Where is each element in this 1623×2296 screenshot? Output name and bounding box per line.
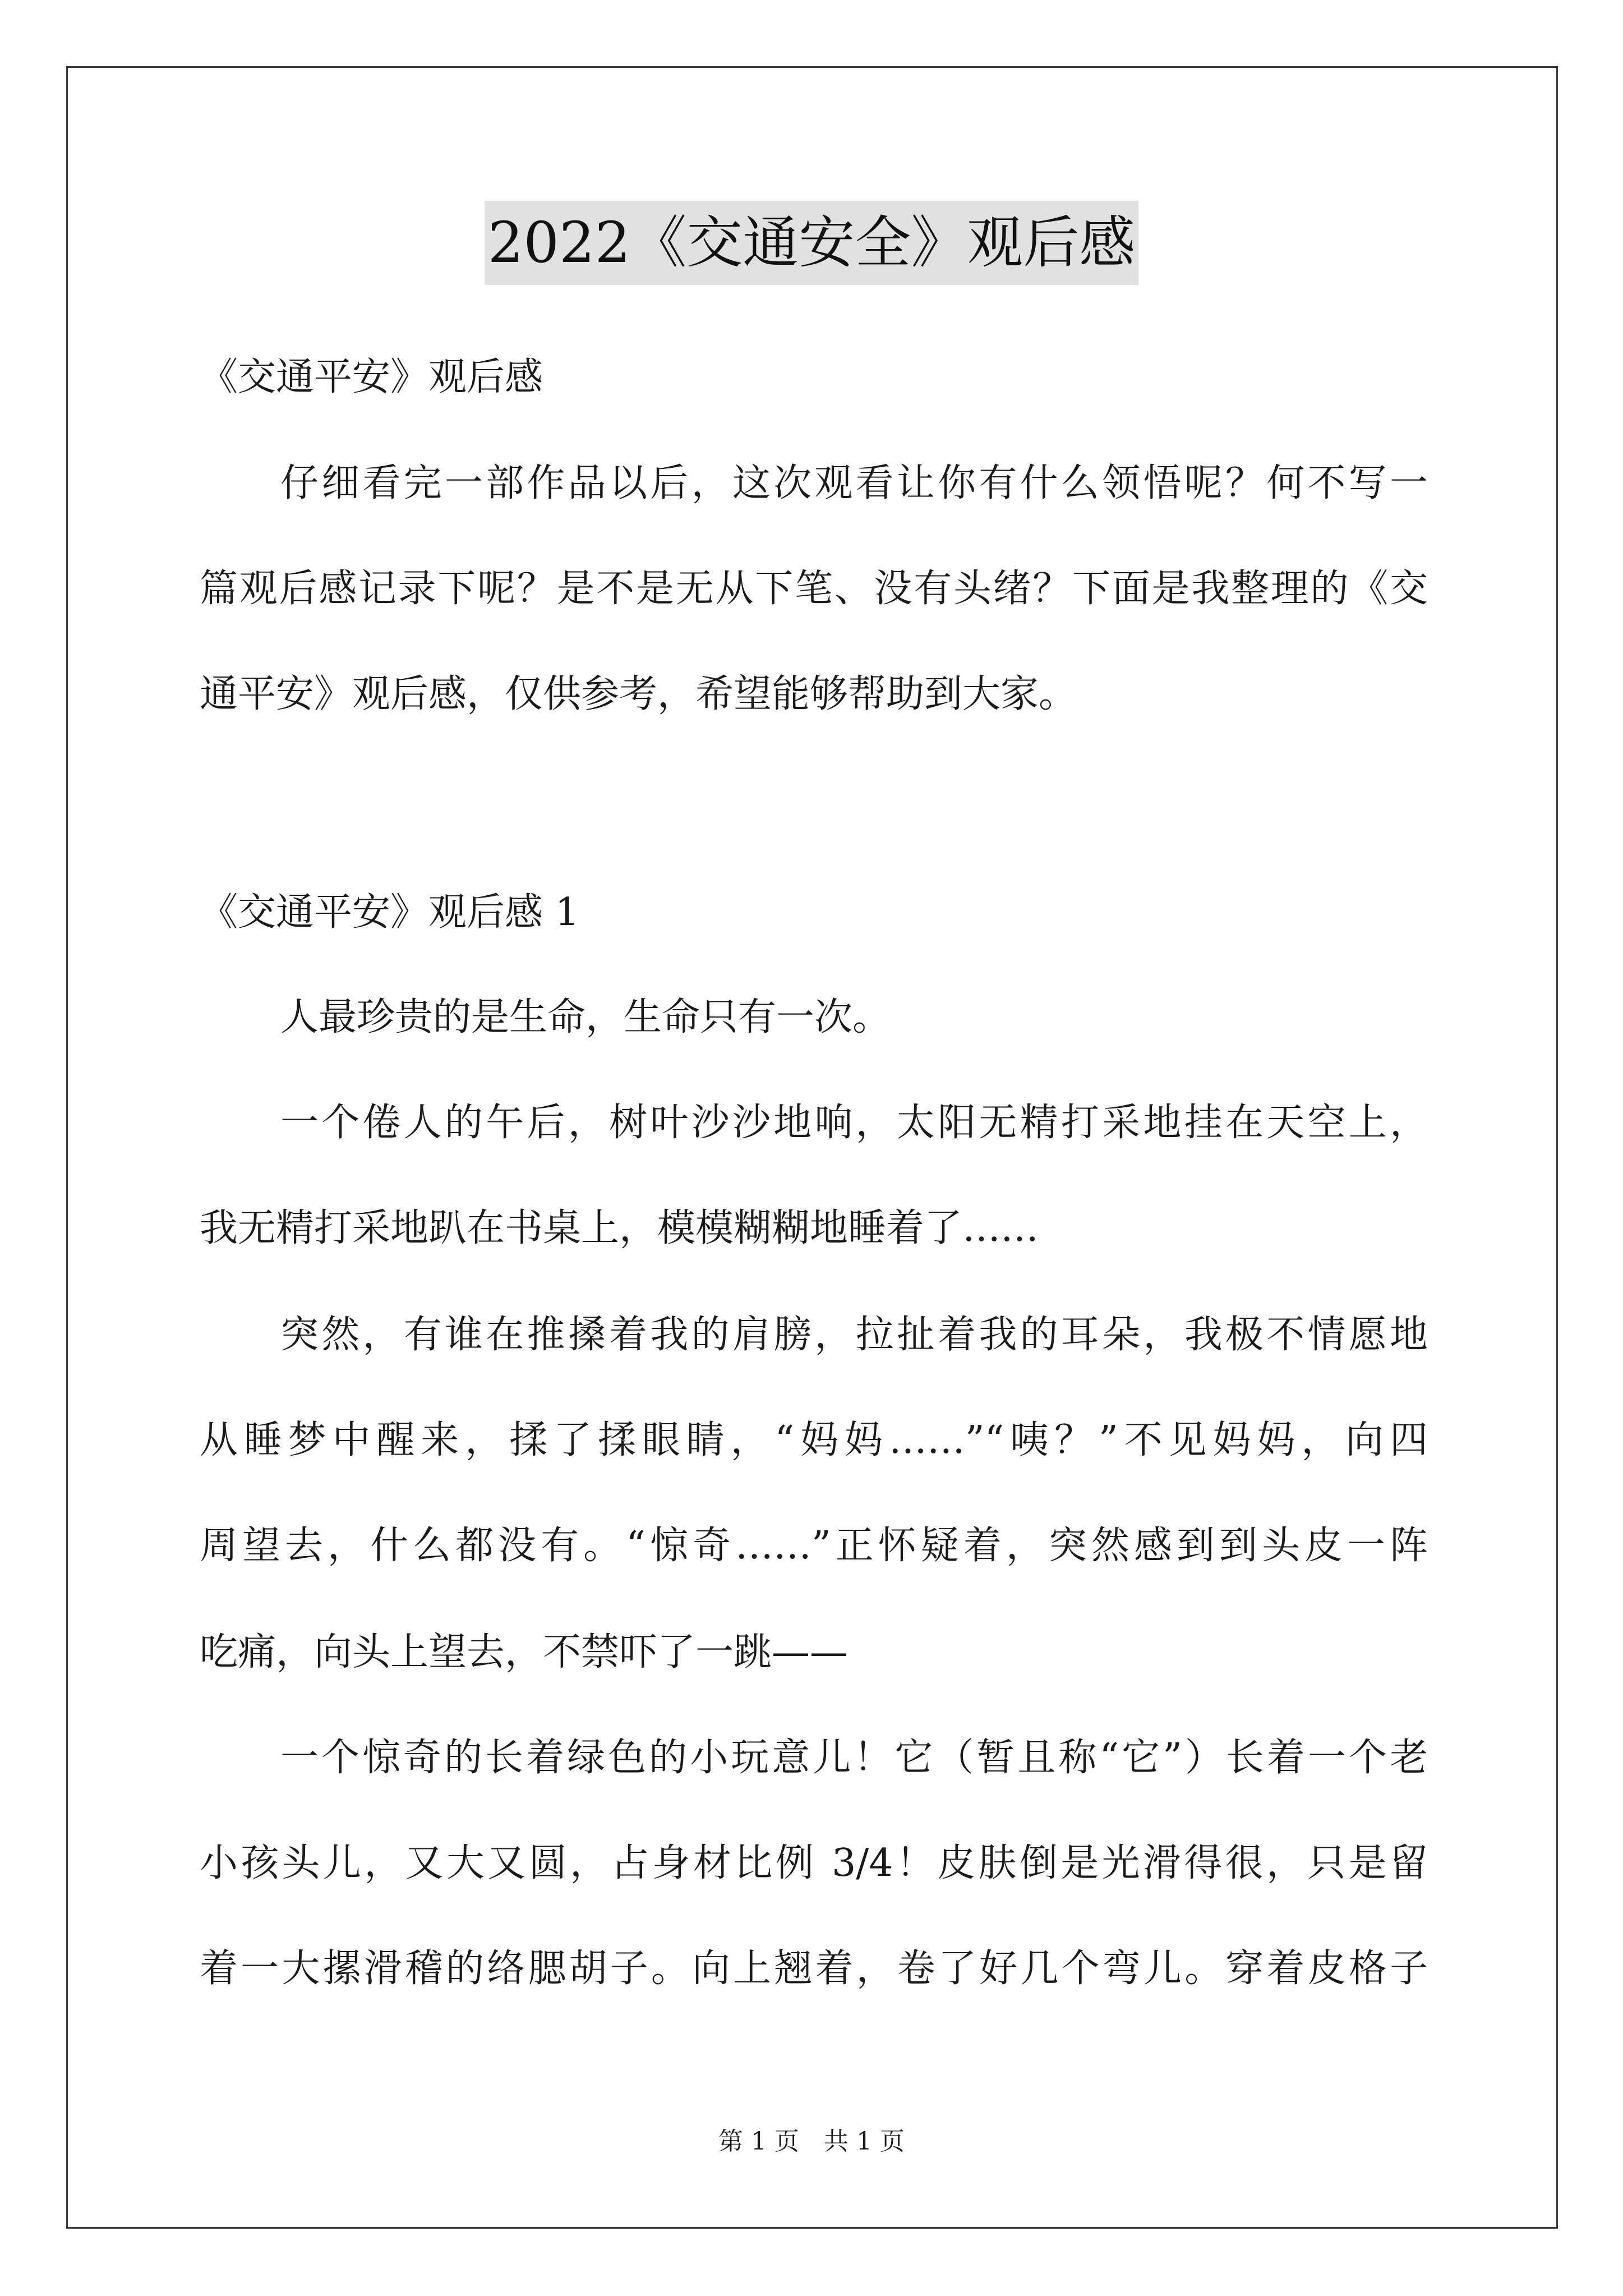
intro-line-2: 篇观后感记录下呢？是不是无从下笔、没有头绪？下面是我整理的《交: [200, 567, 1428, 611]
body-line-1: 人最珍贵的是生命，生命只有一次。: [280, 995, 891, 1039]
body-line-8: 一个惊奇的长着绿色的小玩意儿！它（暂且称“它”）长着一个老: [280, 1736, 1428, 1780]
body-line-6: 周望去，什么都没有。“惊奇……”正怀疑着，突然感到到头皮一阵: [200, 1524, 1428, 1568]
intro-line-3: 通平安》观后感，仅供参考，希望能够帮助到大家。: [200, 672, 1077, 716]
body-line-3: 我无精打采地趴在书桌上，模模糊糊地睡着了……: [200, 1206, 1039, 1250]
body-line-4: 突然，有谁在推搡着我的肩膀，拉扯着我的耳朵，我极不情愿地: [280, 1313, 1428, 1357]
body-line-7: 吃痛，向头上望去，不禁吓了一跳——: [200, 1630, 849, 1674]
body-line-9: 小孩头儿，又大又圆，占身材比例 3/4！皮肤倒是光滑得很，只是留: [200, 1841, 1428, 1885]
body-line-10: 着一大摞滑稽的络腮胡子。向上翘着，卷了好几个弯儿。穿着皮格子: [200, 1947, 1428, 1991]
intro-line-1: 仔细看完一部作品以后，这次观看让你有什么领悟呢？何不写一: [280, 461, 1428, 505]
document-heading: 《交通平安》观后感: [200, 355, 543, 399]
document-title: 2022《交通安全》观后感: [485, 201, 1139, 285]
section-heading: 《交通平安》观后感 1: [200, 890, 579, 935]
page-footer: 第 1 页 共 1 页: [718, 2127, 905, 2156]
body-line-2: 一个倦人的午后，树叶沙沙地响，太阳无精打采地挂在天空上，: [280, 1101, 1428, 1145]
body-line-5: 从睡梦中醒来，揉了揉眼睛，“妈妈……”“咦？”不见妈妈，向四: [200, 1418, 1428, 1462]
title-container: [0, 201, 1623, 285]
